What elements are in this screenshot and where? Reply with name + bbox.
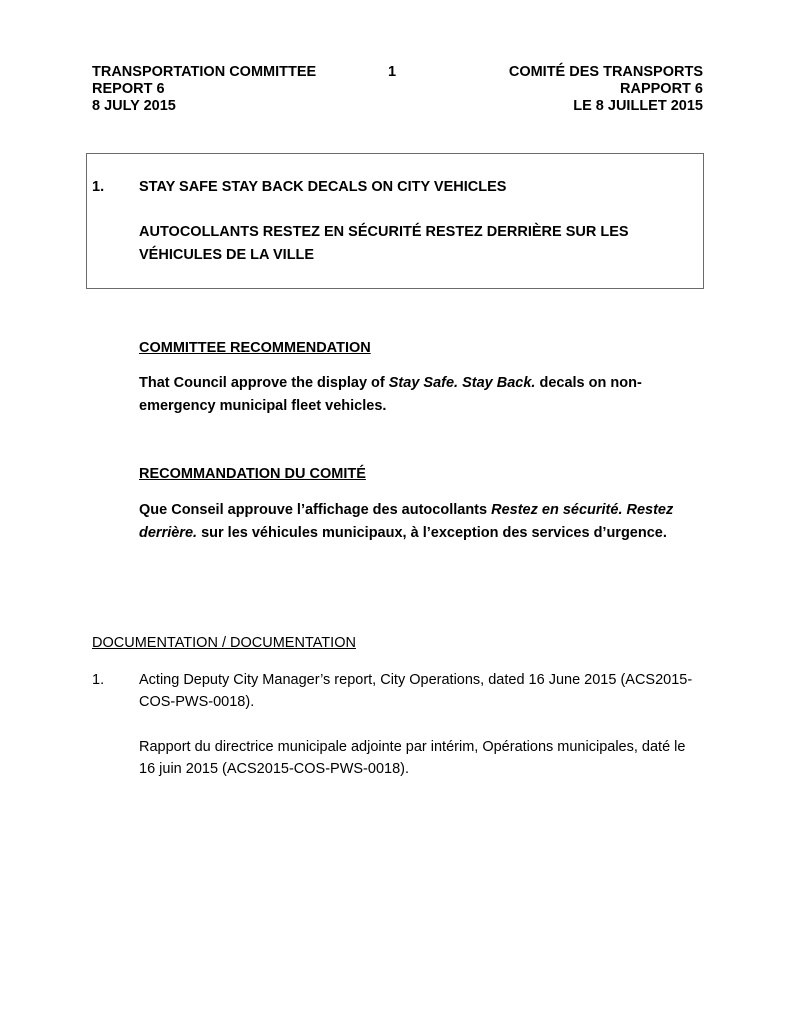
recommendation-text-fr-part2: sur les véhicules municipaux, à l’exception des services d’urgence. (197, 524, 667, 541)
item-title-en: STAY SAFE STAY BACK DECALS ON CITY VEHICLES (139, 179, 507, 195)
item-number: 1. (92, 179, 105, 195)
recommendation-text-en (139, 372, 687, 417)
header-left-block (92, 64, 316, 115)
header-report-en: REPORT 6 (92, 81, 165, 97)
header-right-block (509, 64, 703, 115)
page-number: 1 (388, 64, 397, 80)
header-report-fr: RAPPORT 6 (620, 81, 703, 97)
header-date-en: 8 JULY 2015 (92, 98, 176, 114)
recommendation-text-fr-italic: Restez en sécurité. Restez derrière. (139, 502, 674, 541)
documentation-item-number: 1. (92, 672, 105, 688)
header-committee-en: TRANSPORTATION COMMITTEE (92, 64, 317, 80)
recommendation-heading-en: COMMITTEE RECOMMENDATION (139, 340, 371, 356)
documentation-heading: DOCUMENTATION / DOCUMENTATION (92, 635, 356, 651)
recommendation-text-en-part1: That Council approve the display of (139, 375, 389, 391)
documentation-item-text-en: Acting Deputy City Manager’s report, City Operations, dated 16 June 2015 (ACS2015-COS-PWS-0018). (139, 672, 693, 710)
item-title-fr: AUTOCOLLANTS RESTEZ EN SÉCURITÉ RESTEZ DERRIÈRE SUR LES VÉHICULES DE LA VILLE (139, 224, 629, 263)
recommendation-text-en-italic: Stay Safe. Stay Back. (388, 375, 536, 391)
header-date-fr: LE 8 JUILLET 2015 (573, 98, 703, 114)
header-committee-fr: COMITÉ DES TRANSPORTS (508, 64, 703, 80)
recommendation-text-fr-part1: Que Conseil approuve l’affichage des autocollants (139, 502, 492, 518)
documentation-item-text-fr: Rapport du directrice municipale adjointe par intérim, Opérations municipales, daté le 16 juin 2015 (ACS2015-COS-PWS-0018). (139, 739, 686, 777)
recommendation-heading-fr: RECOMMANDATION DU COMITÉ (139, 466, 366, 482)
recommendation-text-fr (139, 499, 687, 544)
recommendation-text-en-part2: decals on non-emergency municipal fleet vehicles. (139, 375, 642, 414)
